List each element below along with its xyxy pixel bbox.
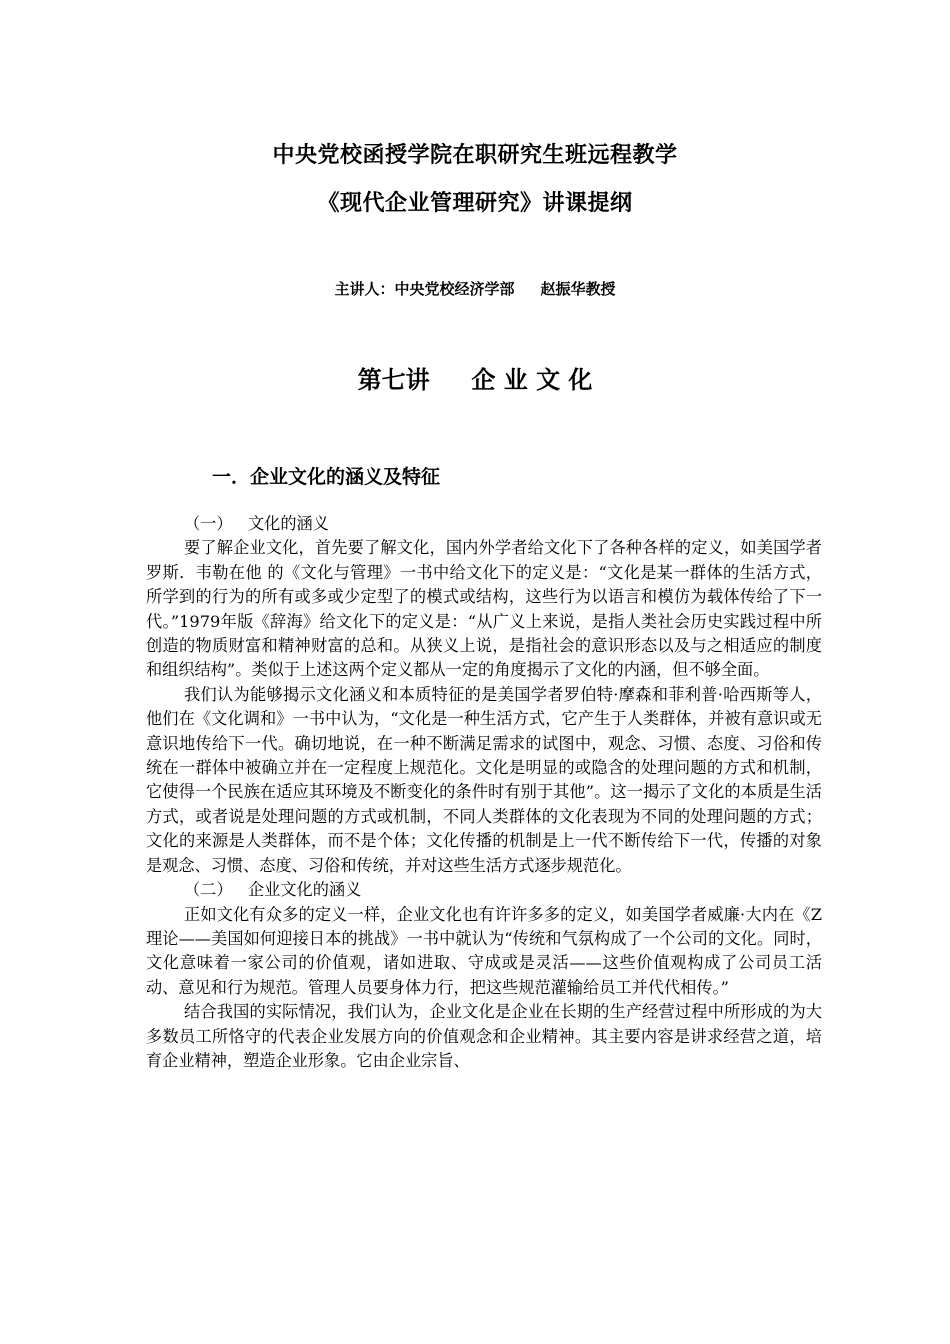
- paragraph-1: 要了解企业文化，首先要了解文化，国内外学者给文化下了各种各样的定义，如美国学者罗斯．韦勒在他 的《文化与管理》一书中给文化下的定义是：“文化是某一群体的生活方式，所学到的行为的所有或多或少定型了的模式或结构，这些行为以语言和模仿为载体传给了下一代。”1979年版《辞海》给文化下的定义是：“从广义上来说，是指人类社会历史实践过程中所创造的物质财富和精神财富的总和。从狭义上说，是指社会的意识形态以及与之相适应的制度和组织结构”。类似于上述这两个定义都从一定的角度揭示了文化的内涵，但不够全面。: [146, 538, 822, 680]
- section-heading: 一．企业文化的涵义及特征: [212, 466, 441, 488]
- subheading-corporate-culture-meaning: （二） 企业文化的涵义: [184, 880, 362, 900]
- document-title-line-2: 《现代企业管理研究》讲课提纲: [317, 191, 633, 216]
- document-title-line-1: 中央党校函授学院在职研究生班远程教学: [272, 143, 678, 168]
- lecturer-line: [0, 278, 950, 299]
- lecturer-name: 赵振华教授: [540, 280, 616, 298]
- paragraph-2: 我们认为能够揭示文化涵义和本质特征的是美国学者罗伯特·摩森和菲利普·哈西斯等人，他们在《文化调和》一书中认为，“文化是一种生活方式，它产生于人类群体，并被有意识或无意识地传给下一代。确切地说，在一种不断满足需求的试图中，观念、习惯、态度、习俗和传统在一群体中被确立并在一定程度上规范化。文化是明显的或隐含的处理问题的方式和机制，它使得一个民族在适应其环境及不断变化的条件时有别于其他”。这一揭示了文化的本质是生活方式，或者说是处理问题的方式或机制，不同人类群体的文化表现为不同的处理问题的方式；文化的来源是人类群体，而不是个体；文化传播的机制是上一代不断传给下一代，传播的对象是观念、习惯、态度、习俗和传统，并对这些生活方式逐步规范化。: [146, 684, 822, 875]
- subheading-culture-meaning: （一） 文化的涵义: [184, 514, 329, 533]
- body-text: [146, 512, 822, 1073]
- lecturer-label: 主讲人：中央党校经济学部: [334, 280, 515, 298]
- paragraph-3: 正如文化有众多的定义一样，企业文化也有许许多多的定义，如美国学者威廉·大内在《Z理论——美国如何迎接日本的挑战》一书中就认为“传统和气氛构成了一个公司的文化。同时，文化意味着一家公司的价值观，诸如进取、守成或是灵活——这些价值观构成了公司员工活动、意见和行为规范。管理人员要身体力行，把这些规范灌输给员工并代代相传。”: [146, 904, 822, 997]
- paragraph-4: 结合我国的实际情况，我们认为，企业文化是企业在长期的生产经营过程中所形成的为大多数员工所恪守的代表企业发展方向的价值观念和企业精神。其主要内容是讲求经营之道，培育企业精神，塑造企业形象。它由企业宗旨、: [146, 1002, 822, 1070]
- chapter-title: 第七讲 企 业 文 化: [357, 366, 593, 394]
